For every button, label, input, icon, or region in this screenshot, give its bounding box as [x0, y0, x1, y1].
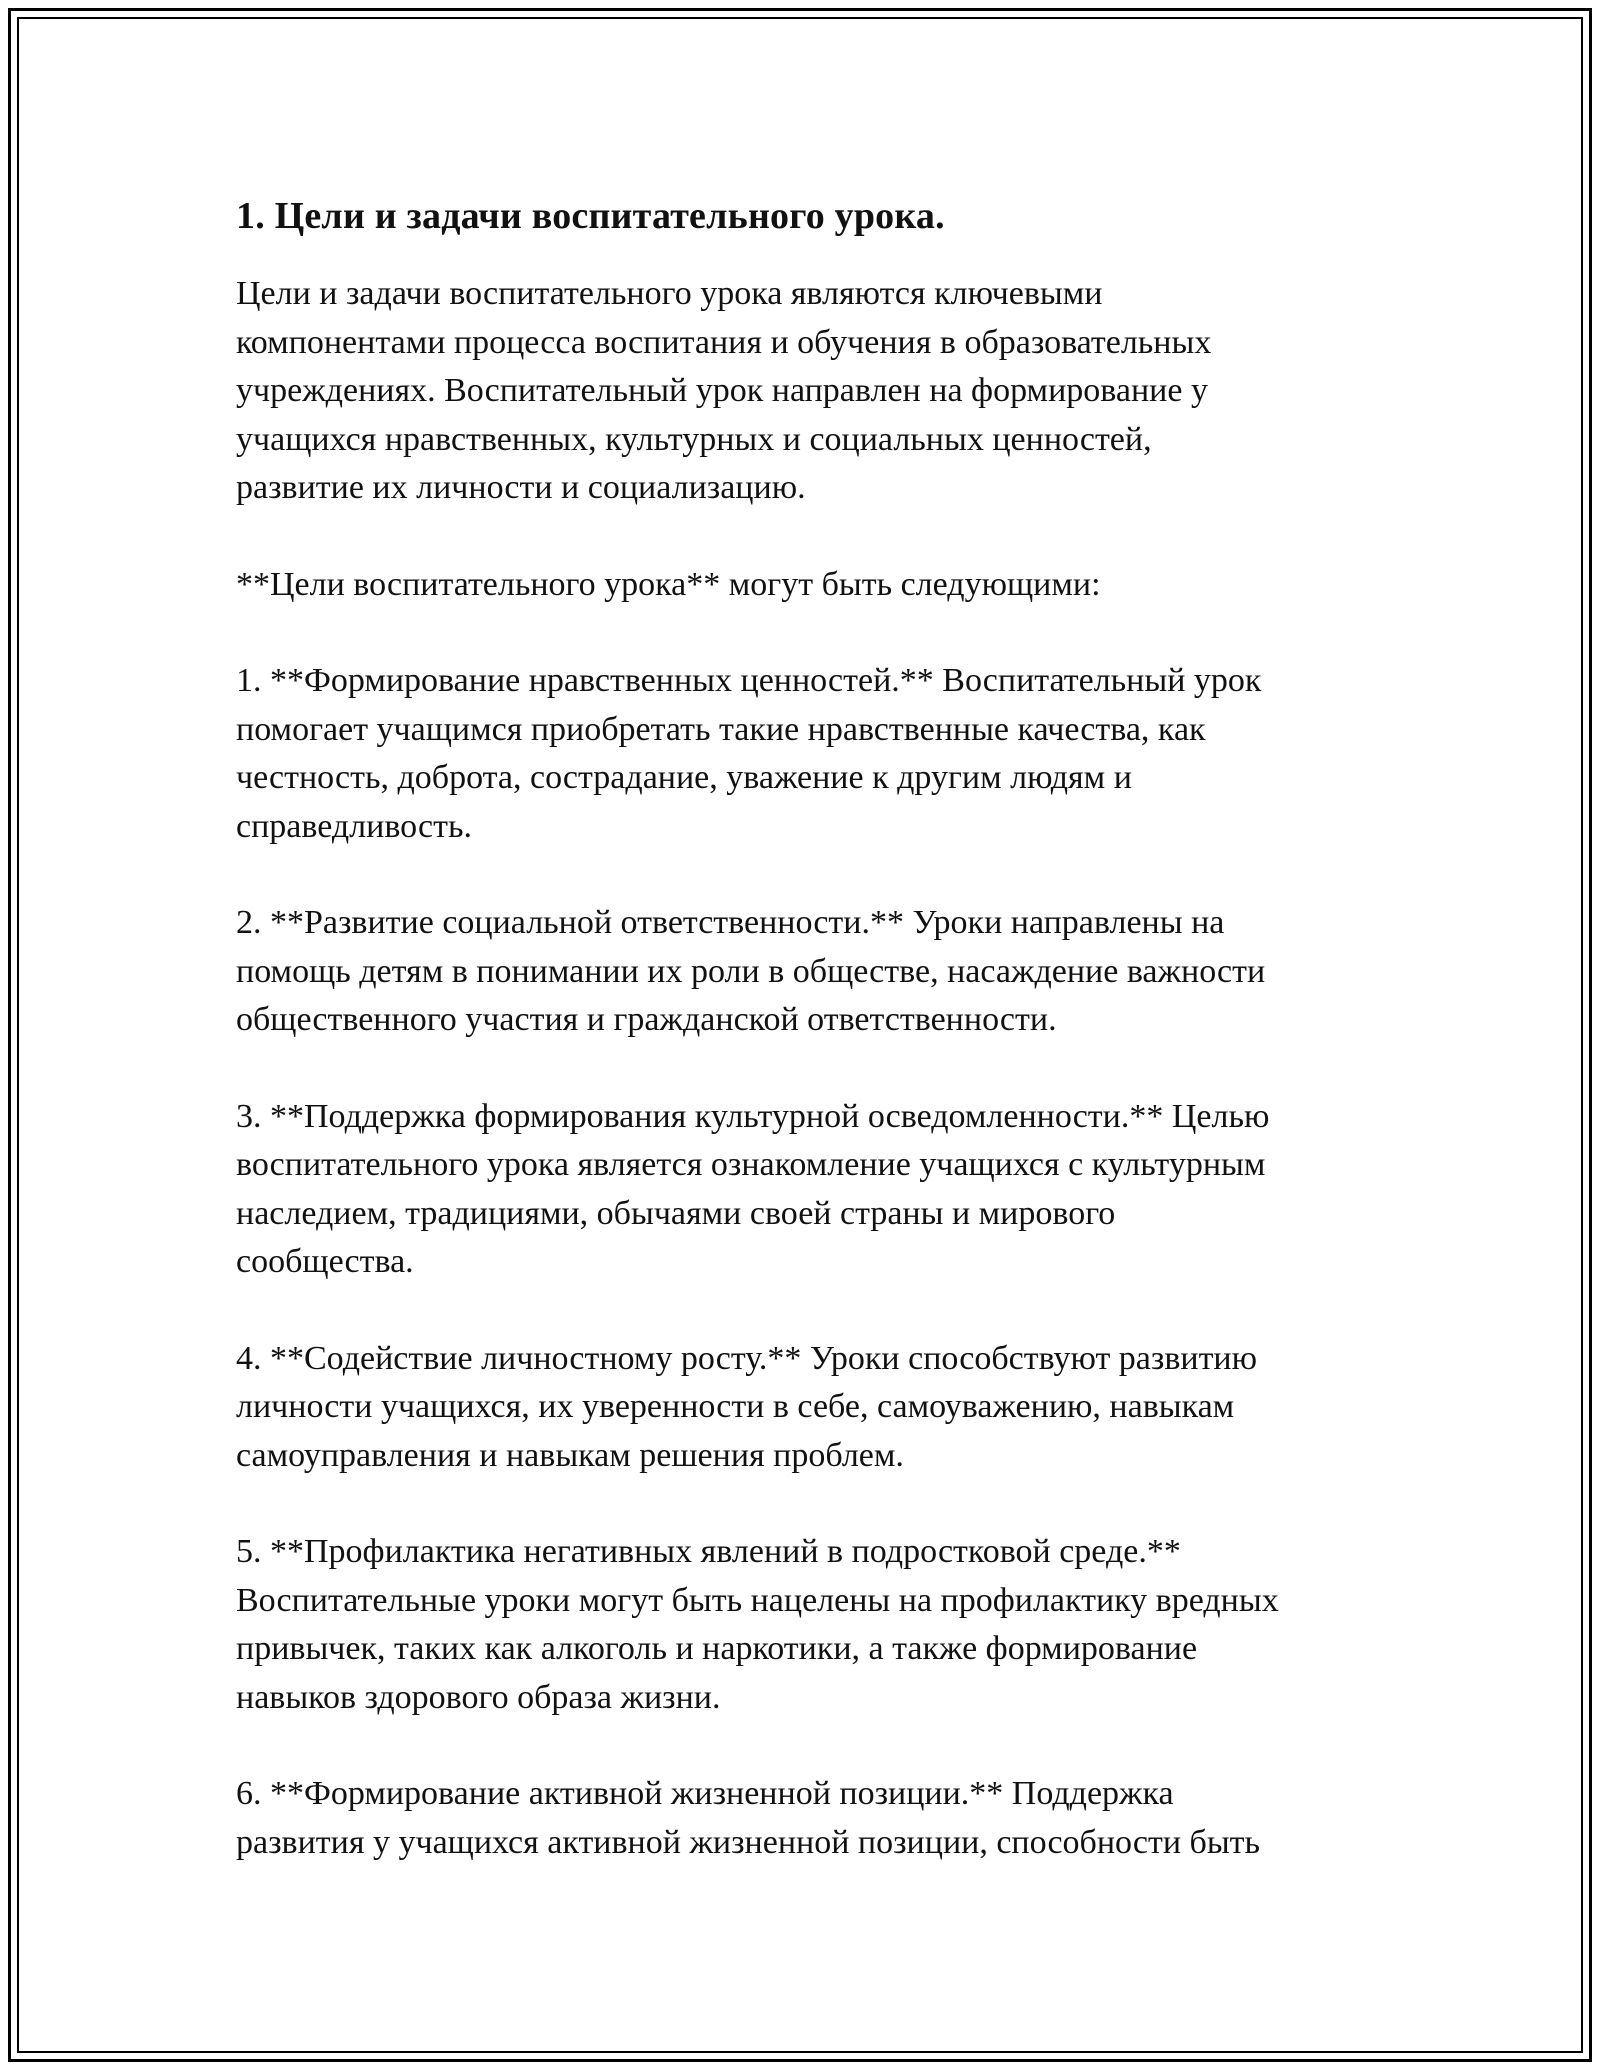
goal-item-5: 5. **Профилактика негативных явлений в подростковой среде.** Воспитательные уроки могут быть нацелены на профилактику вредных привычек, таких как алкоголь и наркотики, а также формирование навыков здорового образа жизни.: [236, 1533, 1279, 1716]
goal-item-2: 2. **Развитие социальной ответственности.** Уроки направлены на помощь детям в понимании их роли в обществе, насаждение важности общественного участия и гражданской ответственности.: [236, 904, 1266, 1038]
document-body: [236, 188, 1386, 1915]
goals-lead-paragraph: **Цели воспитательного урока** могут быть следующими:: [236, 565, 1101, 603]
goal-item-3: 3. **Поддержка формирования культурной осведомленности.** Целью воспитательного урока является ознакомление учащихся с культурным наследием, традициями, обычаями своей страны и мирового сообщества.: [236, 1097, 1270, 1280]
intro-paragraph: Цели и задачи воспитательного урока являются ключевыми компонентами процесса воспитания и обучения в образовательных учреждениях. Воспитательный урок направлен на формирование у учащихся нравственных, культурных и социальных ценностей, развитие их личности и социализацию.: [236, 275, 1212, 506]
goal-item-1: 1. **Формирование нравственных ценностей.** Воспитательный урок помогает учащимся приобретать такие нравственные качества, как честность, доброта, сострадание, уважение к другим людям и справедливость.: [236, 662, 1262, 845]
goal-item-6: 6. **Формирование активной жизненной позиции.** Поддержка развития у учащихся активной жизненной позиции, способности быть: [236, 1775, 1261, 1861]
section-heading: 1. Цели и задачи воспитательного урока.: [236, 195, 945, 237]
goal-item-4: 4. **Содействие личностному росту.** Уроки способствуют развитию личности учащихся, их уверенности в себе, самоуважению, навыкам самоуправления и навыкам решения проблем.: [236, 1339, 1258, 1474]
